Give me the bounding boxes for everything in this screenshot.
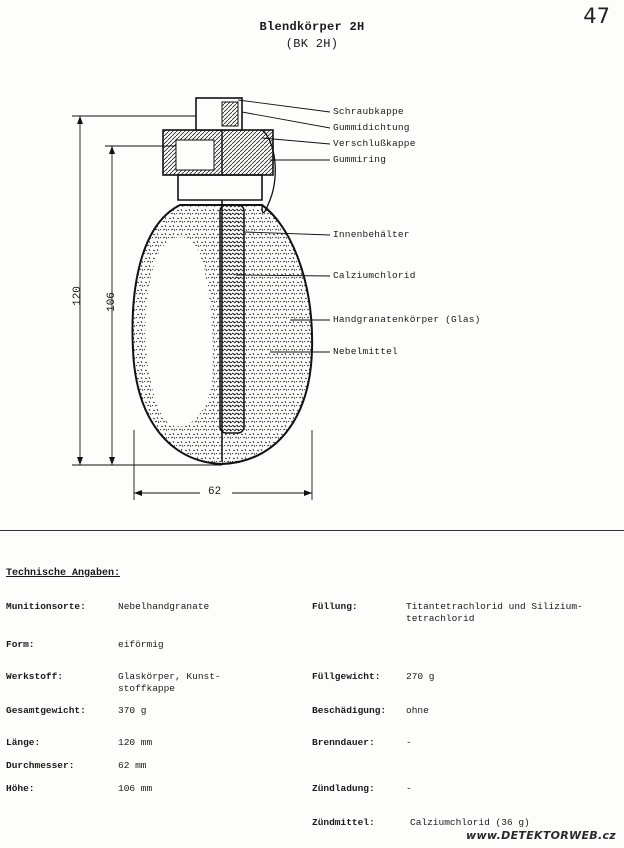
callout-rubber-seal: Gummidichtung [333, 122, 410, 133]
callout-screw-cap: Schraubkappe [333, 106, 404, 117]
dimension-total-height: 120 [71, 286, 84, 306]
spec-key: Zündladung: [312, 783, 375, 794]
document-title: Blendkörper 2H [259, 20, 365, 34]
callout-smoke-agent: Nebelmittel [333, 346, 398, 357]
page-number: 47 [583, 4, 610, 28]
spec-key: Gesamtgewicht: [6, 705, 86, 716]
spec-value: - [406, 737, 412, 748]
spec-key: Füllung: [312, 601, 358, 612]
spec-value: Calziumchlorid (36 g) [410, 817, 530, 828]
spec-key: Länge: [6, 737, 41, 748]
spec-value: 370 g [118, 705, 147, 716]
spec-key: Durchmesser: [6, 760, 75, 771]
spec-value: 270 g [406, 671, 435, 682]
specs-heading: Technische Angaben: [6, 568, 121, 579]
section-divider [0, 530, 624, 531]
spec-value: 62 mm [118, 760, 147, 771]
spec-key: Werkstoff: [6, 671, 64, 682]
spec-key: Höhe: [6, 783, 35, 794]
spec-value: ohne [406, 705, 429, 716]
callout-glass-body: Handgranatenkörper (Glas) [333, 314, 481, 325]
spec-value: Titantetrachlorid und Silizium- tetrachlorid [406, 601, 583, 624]
spec-value: - [406, 783, 412, 794]
spec-key: Zündmittel: [312, 817, 375, 828]
dimension-diameter: 62 [208, 486, 222, 498]
watermark: www.DETEKTORWEB.cz [465, 829, 616, 842]
inner-container [220, 205, 244, 433]
callout-inner-container: Innenbehälter [333, 229, 410, 240]
spec-value: Glaskörper, Kunst- stoffkappe [118, 671, 221, 694]
spec-key: Beschädigung: [312, 705, 387, 716]
callout-rubber-ring: Gummiring [333, 154, 387, 165]
spec-key: Munitionsorte: [6, 601, 86, 612]
callout-calcium-chloride: Calziumchlorid [333, 270, 416, 281]
spec-key: Füllgewicht: [312, 671, 381, 682]
spec-value: 106 mm [118, 783, 153, 794]
callout-closure-cap: Verschlußkappe [333, 138, 416, 149]
dimension-body-height: 106 [105, 292, 118, 312]
document-subtitle: (BK 2H) [285, 37, 339, 51]
spec-key: Brenndauer: [312, 737, 375, 748]
spec-value: 120 mm [118, 737, 153, 748]
spec-value: Nebelhandgranate [118, 601, 210, 612]
spec-key: Form: [6, 639, 35, 650]
spec-value: eiförmig [118, 639, 164, 650]
